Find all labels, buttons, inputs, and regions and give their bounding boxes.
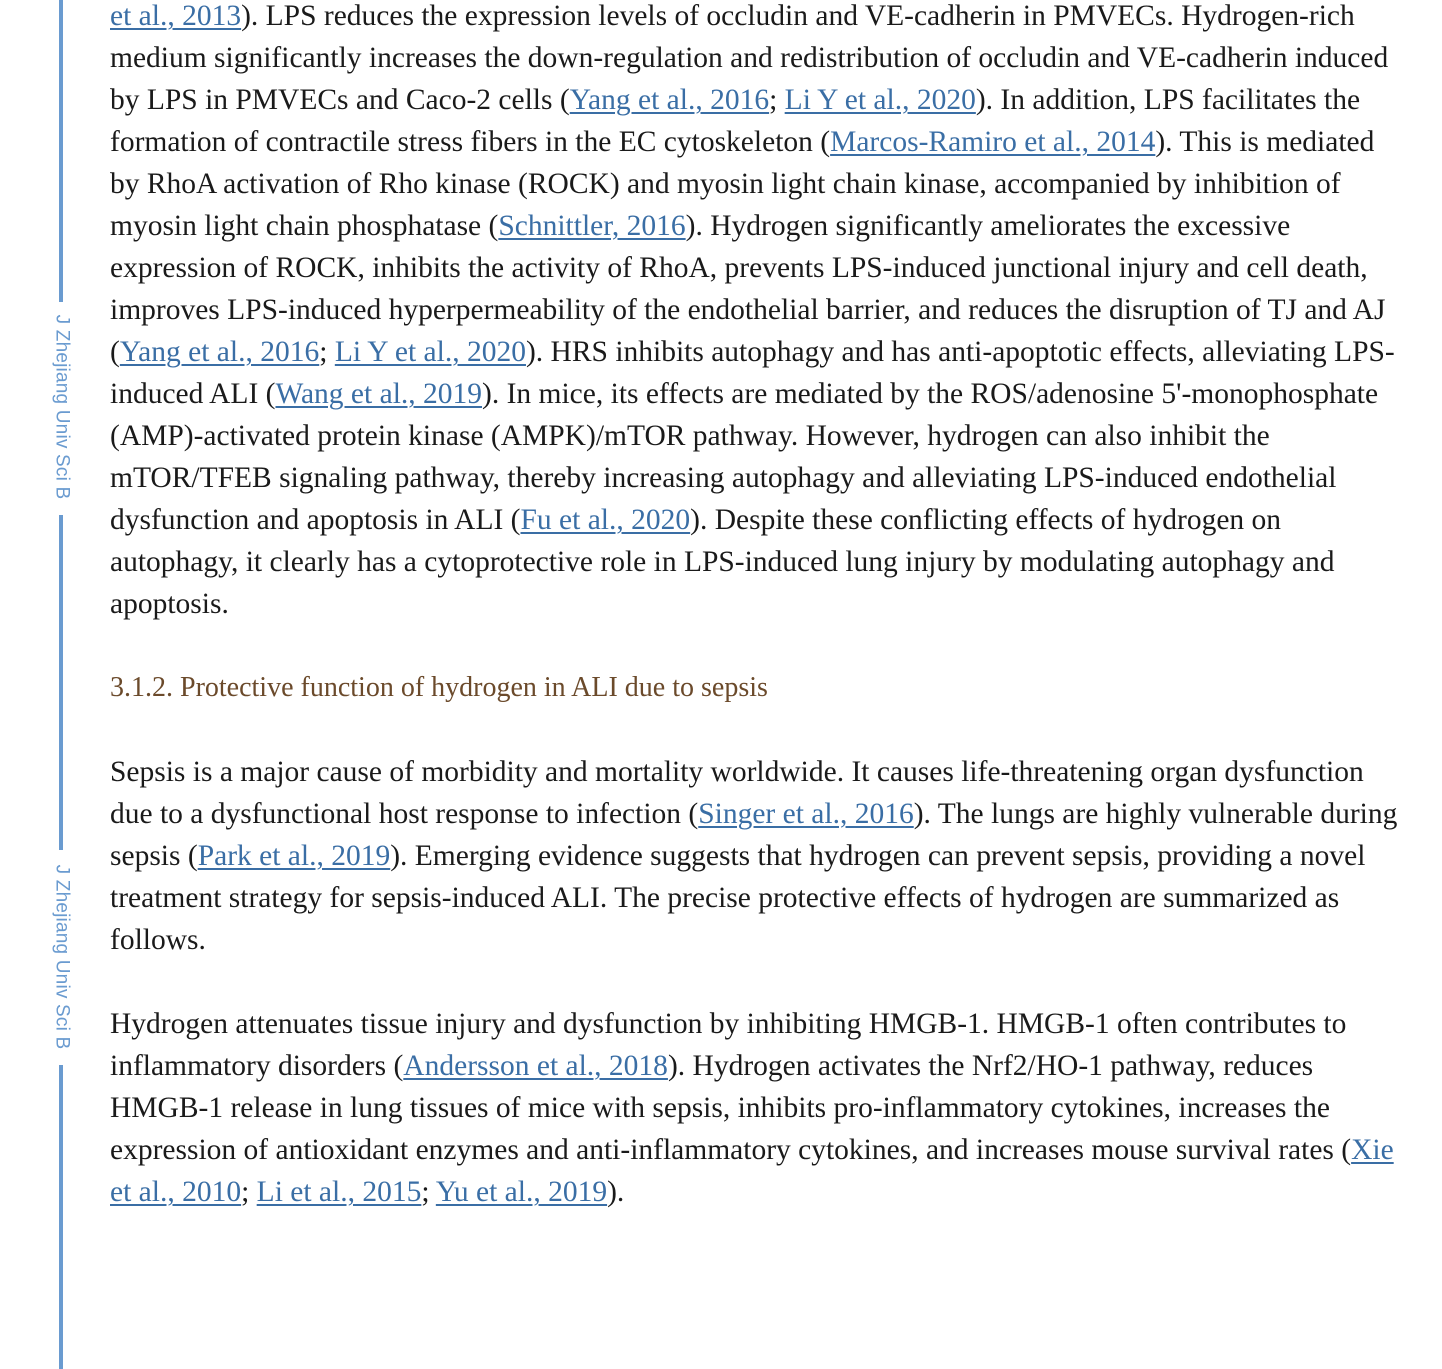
article-body <box>110 0 1400 1213</box>
paragraph-text: ; <box>769 84 785 116</box>
paragraph-sepsis-intro <box>110 751 1400 961</box>
rail-line-segment <box>59 515 63 850</box>
citation-link[interactable]: Fu et al., 2020 <box>520 504 691 536</box>
paragraph-text: ). Hydrogen activates the Nrf2/HO-1 pathway, reduces HMGB-1 release in lung tissues of mice with sepsis, inhibits pro-inflammatory cytokines, increases the expression of antioxidant enzymes and anti-inflammatory cytokines, and increases mouse survival rates ( <box>110 1050 1352 1166</box>
citation-link[interactable]: Li et al., 2015 <box>256 1176 422 1208</box>
paragraph-text: ). LPS reduces the expression levels of occludin and VE-cadherin in PMVECs. Hydrogen-rich medium significantly increases the down-regulation and redistribution of occludin and VE-cadherin induced by LPS in PMVECs and Caco-2 cells ( <box>110 0 1389 116</box>
citation-link[interactable]: et al., 2013 <box>110 0 242 32</box>
paragraph-text: ). In addition, LPS facilitates the formation of contractile stress fibers in the EC cytoskeleton ( <box>110 84 1361 158</box>
paragraph-text: ; <box>319 336 335 368</box>
journal-watermark-label <box>41 302 81 512</box>
citation-link[interactable]: Li Y et al., 2020 <box>334 336 526 368</box>
citation-link[interactable]: Marcos-Ramiro et al., 2014 <box>830 126 1156 158</box>
citation-link[interactable]: Yang et al., 2016 <box>569 84 770 116</box>
paragraph-text: ). This is mediated by RhoA activation of Rho kinase (ROCK) and myosin light chain kinase, accompanied by inhibition of myosin light chain phosphatase ( <box>110 126 1375 242</box>
citation-link[interactable]: Park et al., 2019 <box>197 840 391 872</box>
citation-link[interactable]: Li Y et al., 2020 <box>784 84 976 116</box>
paragraph-text: Hydrogen attenuates tissue injury and dysfunction by inhibiting HMGB-1. HMGB-1 often contributes to inflammatory disorders ( <box>110 1008 1347 1082</box>
journal-watermark-text: J Zhejiang Univ Sci B <box>51 314 72 500</box>
paragraph-spacer <box>110 625 1400 667</box>
paragraph-text: ). Emerging evidence suggests that hydrogen can prevent sepsis, providing a novel treatment strategy for sepsis-induced ALI. The precise protective effects of hydrogen are summarized as follows. <box>110 840 1366 956</box>
citation-link[interactable]: Wang et al., 2019 <box>275 378 483 410</box>
citation-link[interactable]: Xie et al., 2010 <box>110 1134 1394 1208</box>
paragraph-text: ). The lungs are highly vulnerable during sepsis ( <box>110 798 1398 872</box>
paragraph-hmgb1 <box>110 1003 1400 1213</box>
paragraph-text: ). HRS inhibits autophagy and has anti-apoptotic effects, alleviating LPS-induced ALI ( <box>110 336 1395 410</box>
paragraph-text: ). Hydrogen significantly ameliorates the excessive expression of ROCK, inhibits the activity of RhoA, prevents LPS-induced junctional injury and cell death, improves LPS-induced hyperpermeability of the endothelial barrier, and reduces the disruption of TJ and AJ ( <box>110 210 1386 368</box>
paragraph-text: ; <box>241 1176 257 1208</box>
citation-link[interactable]: Yu et al., 2019 <box>435 1176 608 1208</box>
rail-line-segment <box>59 1065 63 1369</box>
journal-watermark-label <box>41 852 81 1062</box>
paragraph-lps-endothelial <box>110 0 1400 625</box>
paragraph-spacer <box>110 709 1400 751</box>
citation-link[interactable]: Schnittler, 2016 <box>498 210 686 242</box>
citation-link[interactable]: Singer et al., 2016 <box>698 798 914 830</box>
paragraph-text: ). <box>607 1176 625 1208</box>
journal-watermark-text: J Zhejiang Univ Sci B <box>51 864 72 1050</box>
journal-margin-rail <box>51 0 72 1369</box>
section-heading: 3.1.2. Protective function of hydrogen in ALI due to sepsis <box>110 672 768 703</box>
paragraph-text: Sepsis is a major cause of morbidity and mortality worldwide. It causes life-threatening organ dysfunction due to a dysfunctional host response to infection ( <box>110 756 1364 830</box>
paragraph-text: ). Despite these conflicting effects of hydrogen on autophagy, it clearly has a cytoprotective role in LPS-induced lung injury by modulating autophagy and apoptosis. <box>110 504 1335 620</box>
paragraph-spacer <box>110 961 1400 1003</box>
paragraph-text: ). In mice, its effects are mediated by the ROS/adenosine 5'-monophosphate (AMP)-activated protein kinase (AMPK)/mTOR pathway. However, hydrogen can also inhibit the mTOR/TFEB signaling pathway, thereby increasing autophagy and alleviating LPS-induced endothelial dysfunction and apoptosis in ALI ( <box>110 378 1379 536</box>
citation-link[interactable]: Yang et al., 2016 <box>119 336 320 368</box>
citation-link[interactable]: Andersson et al., 2018 <box>403 1050 668 1082</box>
rail-line-segment <box>59 0 63 302</box>
paragraph-text: ; <box>421 1176 436 1208</box>
